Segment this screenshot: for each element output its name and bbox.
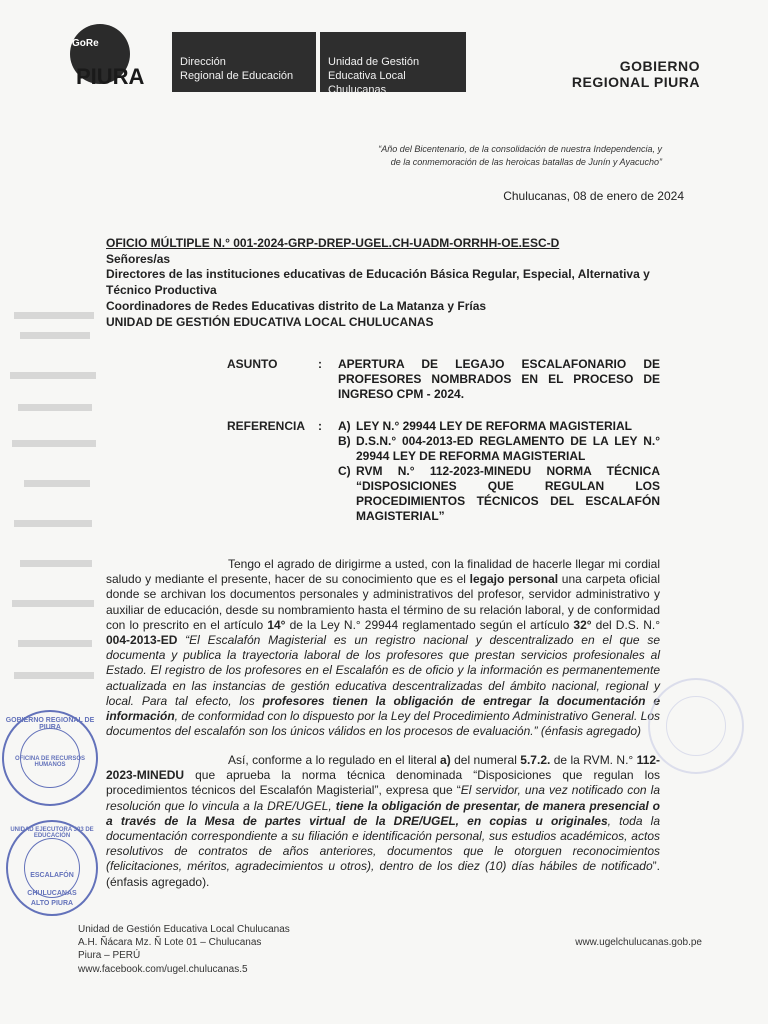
stamp-text: GOBIERNO REGIONAL DE PIURA	[5, 717, 95, 731]
header-box-ugel	[320, 32, 466, 96]
referencia-text: D.S.N.° 004-2013-ED REGLAMENTO DE LA LEY N.° 29944 LEY DE REFORMA MAGISTERIAL	[356, 434, 660, 463]
p2-emphasis: a)	[440, 753, 451, 767]
logo-top-text: GoRe	[72, 38, 99, 49]
scan-streak	[14, 312, 94, 319]
header-box-dre	[172, 32, 316, 92]
scan-streak	[14, 672, 94, 679]
asunto-label: ASUNTO	[227, 357, 278, 371]
date-line: Chulucanas, 08 de enero de 2024	[503, 189, 684, 203]
p1-emphasis: 004-2013-ED	[106, 633, 178, 648]
stamp-inner-ring	[666, 696, 726, 756]
year-motto	[282, 143, 662, 169]
referencia-item	[338, 419, 660, 434]
scan-streak	[12, 600, 94, 607]
stamp-inner-ring	[24, 838, 80, 898]
p2-quote: , toda la documentación correspondiente a su filiación e identificación personal, sus estudios académicos, actos resolutivos de contratos de años anteriores, documentos que le otorguen reconocimientos (felicitaciones, méritos, agradecimientos u otros), dentro de los diez (10) días hábiles de notificado	[106, 813, 660, 874]
salutation: Señores/as	[106, 252, 171, 266]
scan-streak	[20, 560, 92, 567]
scan-streak	[20, 332, 90, 339]
p1-segment: de la Ley N.° 29944 reglamentado según el artículo	[285, 617, 574, 632]
year-motto-line1: “Año del Bicentenario, de la consolidación de nuestra Independencia, y	[378, 144, 662, 154]
gobierno-line1: GOBIERNO	[619, 58, 700, 74]
referencia-letter: A)	[338, 419, 351, 433]
logo-bottom-text: PIURA	[76, 64, 145, 89]
scan-streak	[18, 404, 92, 411]
escalafon-stamp	[6, 820, 98, 916]
referencia-label: REFERENCIA	[227, 419, 306, 433]
p1-emphasis: 32°	[573, 617, 592, 632]
p2-emphasis: 112-2023-MINEDU	[106, 753, 660, 783]
asunto-text: APERTURA DE LEGAJO ESCALAFONARIO DE PROFESORES NOMBRADOS EN EL PROCESO DE INGRESO CPM - 2024.	[338, 357, 660, 401]
footer-address-line: A.H. Ñácara Mz. Ñ Lote 01 – Chulucanas	[78, 937, 262, 949]
referencia-text: RVM N.° 112-2023-MINEDU NORMA TÉCNICA “DISPOSICIONES QUE REGULAN LOS PROCEDIMIENTOS TÉCNICOS DEL ESCALAFÓN MAGISTERIAL”	[356, 464, 660, 523]
stamp-text: CHULUCANAS	[27, 890, 77, 897]
p2-segment: ”. (énfasis agregado).	[106, 859, 660, 889]
addressee-directores: Directores de las instituciones educativas de Educación Básica Regular, Especial, Alternativa y Técnico Productiva	[106, 267, 650, 297]
p2-segment: del numeral	[450, 753, 521, 767]
header-box-ugel-line1: Unidad de Gestión	[328, 56, 420, 68]
gore-piura-logo	[62, 20, 170, 96]
p1-quote-emphasis: profesores tienen la obligación de entregar la documentación e información	[106, 693, 660, 724]
header-box-dre-line1: Dirección	[180, 56, 226, 68]
footer-address-line: Piura – PERÚ	[78, 950, 141, 962]
footer-address	[78, 923, 290, 976]
regional-government-stamp	[2, 710, 98, 806]
p2-segment: de la RVM. N.°	[550, 753, 637, 767]
gobierno-regional-title	[572, 58, 700, 90]
stamp-text: UNIDAD EJECUTORA 303 DE EDUCACIÓN	[10, 827, 94, 839]
footer-facebook-link[interactable]: www.facebook.com/ugel.chulucanas.5	[78, 963, 248, 975]
referencia-colon: :	[318, 419, 322, 433]
scan-streak	[10, 372, 96, 379]
body-paragraph-1	[106, 557, 660, 739]
body-paragraph-2	[106, 753, 660, 890]
p2-segment: Así, conforme a lo regulado en el literal	[228, 753, 441, 767]
stamp-text: ALTO PIURA	[30, 900, 74, 907]
p1-segment: una carpeta oficial donde se archivan los documentos personales y administrativos del profesor, servidor administrativo y auxiliar de educación, desde su nombramiento hasta el término de su relación laboral, y de conformidad con lo prescrito en el artículo	[106, 572, 660, 632]
scan-streak	[14, 520, 92, 527]
footer-address-line: Unidad de Gestión Educativa Local Chulucanas	[78, 924, 290, 935]
p2-segment: que aprueba la norma técnica denominada “Disposiciones que regulan los procedimientos técnicos del Escalafón Magisterial”, expresa que “	[106, 768, 660, 798]
header-box-dre-line2: Regional de Educación	[180, 70, 294, 82]
referencia-letter: B)	[338, 434, 351, 448]
p1-segment: del D.S. N.°	[591, 617, 661, 632]
addressee-unidad: UNIDAD DE GESTIÓN EDUCATIVA LOCAL CHULUCANAS	[106, 315, 434, 329]
referencia-item	[338, 434, 660, 464]
p2-quote: El servidor, una vez notificado con la resolución que lo vincula a la DRE/UGEL,	[106, 783, 660, 813]
faded-stamp	[648, 678, 744, 774]
p1-emphasis: 14°	[267, 617, 286, 632]
oficio-number: OFICIO MÚLTIPLE N.° 001-2024-GRP-DREP-UGEL.CH-UADM-ORRHH-OE.ESC-D	[106, 236, 560, 250]
footer-website-link[interactable]: www.ugelchulucanas.gob.pe	[575, 937, 702, 948]
year-motto-line2: de la conmemoración de las heroicas batallas de Junín y Ayacucho”	[390, 157, 662, 167]
scan-streak	[18, 640, 92, 647]
addressee-coordinadores: Coordinadores de Redes Educativas distrito de La Matanza y Frías	[106, 299, 487, 313]
p1-segment: ” (énfasis agregado)	[533, 724, 641, 739]
referencia-item	[338, 464, 660, 524]
scan-streak	[24, 480, 90, 487]
scan-streak	[12, 440, 96, 447]
p1-segment: Tengo el agrado de dirigirme a usted, con la finalidad de hacerle llegar mi cordial saludo y mediante el presente, hacer de su conocimiento que es el	[106, 557, 660, 587]
p1-emphasis: legajo personal	[469, 572, 559, 587]
referencia-letter: C)	[338, 464, 351, 478]
stamp-text: OFICINA DE RECURSOS HUMANOS	[14, 756, 86, 768]
p2-emphasis: 5.7.2.	[520, 753, 551, 767]
header-box-ugel-line2: Educativa Local Chulucanas	[328, 70, 406, 96]
p2-quote-emphasis: tiene la obligación de presentar, de manera presencial o a través de la Mesa de partes virtual de la DRE/UGEL, en copias u originales	[106, 798, 661, 828]
asunto-colon: :	[318, 357, 322, 371]
stamp-text: ESCALAFÓN	[30, 872, 74, 879]
referencia-text: LEY N.° 29944 LEY DE REFORMA MAGISTERIAL	[356, 419, 632, 433]
p1-quote: “El Escalafón Magisterial es un registro nacional y descentralizado en el que se documenta y publica la trayectoria laboral de los profesores que prestan servicios profesionales al Estado. El registro de los profesores en el Escalafón es de oficio y la información es permanentemente actualizada en las instancias de gestión educativa descentralizadas del ámbito nacional, regional y local. Para tal efecto, los	[106, 633, 660, 708]
p1-quote: , de conformidad con lo dispuesto por la Ley del Procedimiento Administrativo General. Los documentos del escalafón son los únicos válidos en los procesos de evaluación.	[106, 709, 660, 739]
gobierno-line2: REGIONAL PIURA	[571, 74, 700, 90]
